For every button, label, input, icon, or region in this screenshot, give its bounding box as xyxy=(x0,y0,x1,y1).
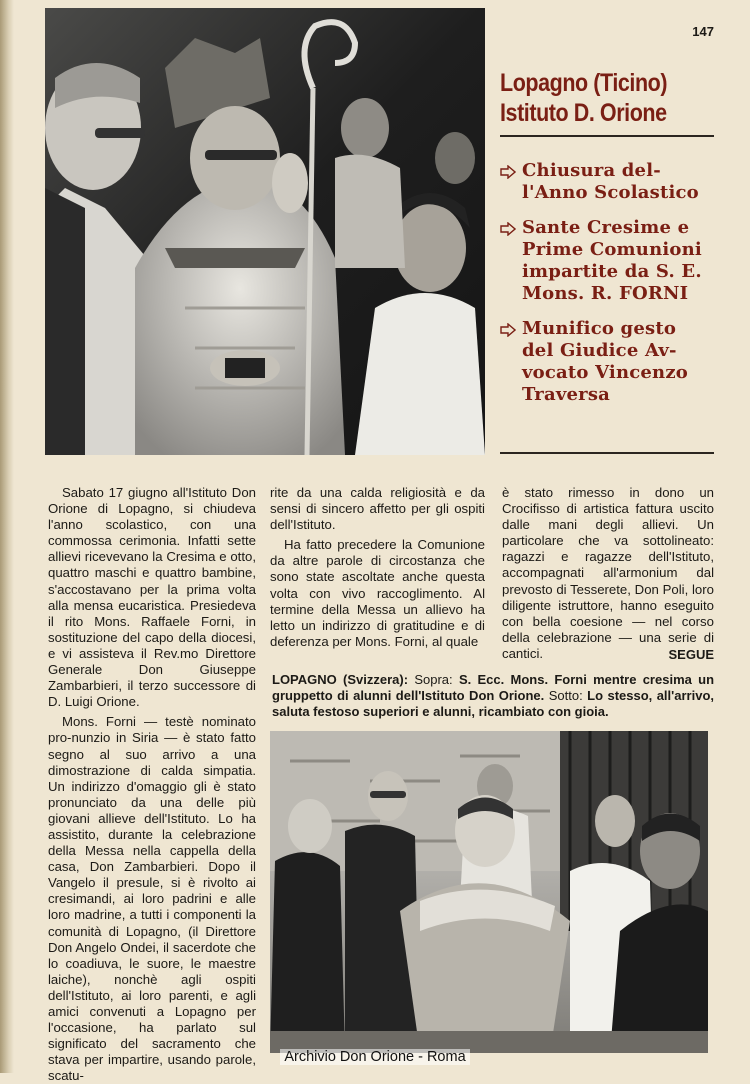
article-column-3 xyxy=(502,485,714,662)
watermark-text: Archivio Don Orione - Roma xyxy=(280,1049,469,1065)
caption-sopra-text: S. Ecc. Mons. Forni mentre cresima un gruppetto di alunni dell'Istituto Don Orione. xyxy=(272,672,715,703)
caption-sotto-label: Sotto: xyxy=(548,688,583,703)
caption-place: LOPAGNO (Svizzera): xyxy=(272,672,409,687)
highlight-item xyxy=(500,217,716,305)
highlight-text: Sante Cresime e Prime Comunioni impartite da S. E. Mons. R. FORNI xyxy=(522,217,702,304)
highlights-list xyxy=(500,160,716,419)
article-title xyxy=(500,68,714,128)
archive-watermark xyxy=(0,1049,750,1065)
photo-arrival-greeting xyxy=(270,731,708,1053)
hand-pointer-icon xyxy=(500,160,522,204)
highlight-text: Chiusura del- l'Anno Scolastico xyxy=(522,160,699,203)
title-line-2: Istituto D. Orione xyxy=(500,99,667,127)
article-column-2 xyxy=(270,485,485,650)
highlight-item xyxy=(500,160,716,204)
article-paragraph: Ha fatto precedere la Comunione da altre parole di circostanza che sono state ascoltate anche questa volta con vivo raccoglimento. Al termine della Messa un allievo ha letto un indirizzo di gratitudine e di deferenza per Mons. Forni, al quale xyxy=(270,537,485,649)
photo-confirmation-ceremony xyxy=(45,8,485,455)
continued-marker: SEGUE xyxy=(668,647,714,662)
hand-pointer-icon xyxy=(500,217,522,305)
title-rule xyxy=(500,135,714,137)
caption-sopra-label: Sopra: xyxy=(414,672,453,687)
title-line-1: Lopagno (Ticino) xyxy=(500,69,668,97)
article-paragraph: Mons. Forni — testè nominato pro-nunzio in Siria — è stato fatto segno al suo arrivo a una dimostrazione di calda simpatia. Un indirizzo d'omaggio gli è stato pronunciato da una delle più giovani allieve dell'Istituto. Lo ha assistito, durante la celebrazione della Messa nella cappella della casa, Don Zambarbieri. Dopo il Vangelo il presule, si è rivolto ai cresimandi, ai loro padrini e alle loro madrine, a tutti i componenti la comunità di Lopagno, (il Direttore Don Angelo Ondei, il sacerdote che lo coadiuva, le suore, le maestre laiche), nonchè agli ospiti dell'Istituto, ai loro parenti, e agli amici convenuti a Lopagno per l'occasione, ha parlato sul significato del sacramento che stava per impartire, usando parole, scatu- xyxy=(48,714,256,1084)
bullets-rule xyxy=(500,452,714,454)
article-paragraph: è stato rimesso in dono un Crocifisso di artistica fattura uscito dalle mani degli allievi. Un particolare che va sottolineato: ragazzi e ragazze dell'Istituto, accompagnati all'armonium dal prevosto di Tesserete, Don Poli, loro diligente istruttore, hanno eseguito con bella coesione — nel corso della celebrazione — una serie di cantici. xyxy=(502,485,714,661)
page-number: 147 xyxy=(692,24,714,39)
article-column-1 xyxy=(48,485,256,1084)
hand-pointer-icon xyxy=(500,318,522,406)
highlight-text: Munifico gesto del Giudice Av- vocato Vincenzo Traversa xyxy=(522,318,688,405)
article-paragraph: Sabato 17 giugno all'Istituto Don Orione di Lopagno, si chiudeva l'anno scolastico, con una commossa cerimonia. Infatti sette allievi ricevevano la Cresima e otto, quattro maschi e quattro bambine, s'accostavano per la prima volta alla mensa eucaristica. Presiedeva il rito Mons. Raffaele Forni, in sostituzione del capo della diocesi, e vi assisteva il Rev.mo Direttore Generale Don Giuseppe Zambarbieri, il terzo successore di D. Luigi Orione. xyxy=(48,485,256,710)
page-binding-edge xyxy=(0,0,14,1073)
photo-caption xyxy=(272,672,714,720)
caption-sotto-text: Lo stesso, all'arrivo, saluta festoso superiori e alunni, ricambiato con gioia. xyxy=(272,688,714,719)
highlight-item xyxy=(500,318,716,406)
article-paragraph: rite da una calda religiosità e da sensi di sincero affetto per gli ospiti dell'Istituto. xyxy=(270,485,485,533)
